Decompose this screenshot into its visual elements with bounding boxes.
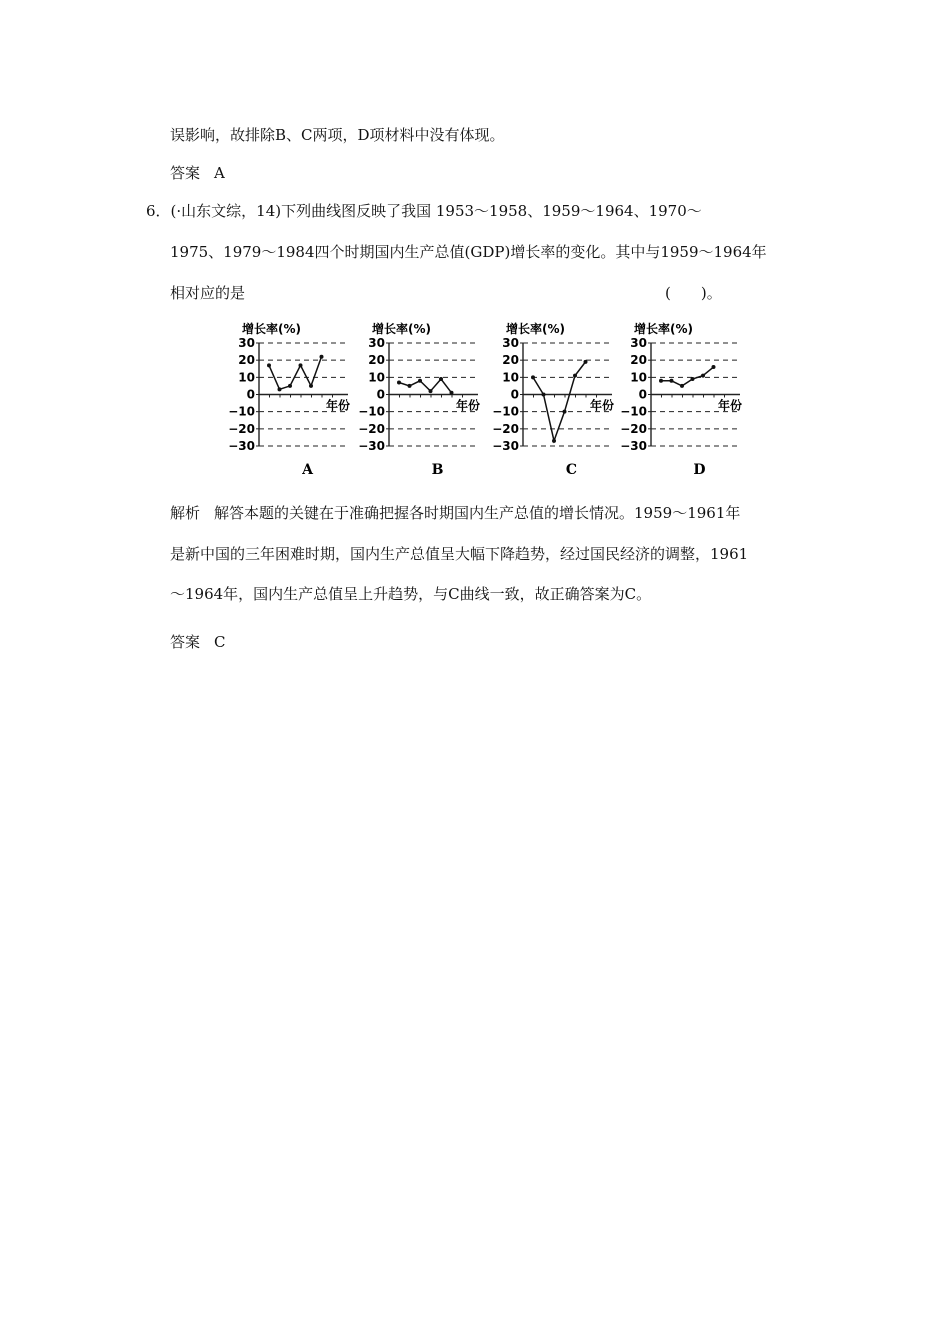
answer-2 [170, 631, 226, 653]
y-tick-label: −20 [492, 421, 519, 436]
answer-1-label: 答案 [170, 164, 201, 182]
y-tick-label: 0 [638, 387, 647, 402]
y-tick-label: 20 [502, 353, 519, 368]
data-point [320, 355, 324, 359]
data-point [450, 391, 454, 395]
data-point [563, 410, 567, 414]
series-line [661, 367, 714, 386]
analysis-label: 解析 [170, 504, 201, 522]
data-point [418, 379, 422, 383]
question-text-1: (·山东文综，14)下列曲线图反映了我国 1953～1958、1959～1964、1970～ [170, 202, 702, 220]
panel-label: C [565, 462, 578, 478]
data-point [552, 439, 556, 443]
y-tick-label: 20 [368, 353, 385, 368]
data-point [278, 387, 282, 391]
chart-d [620, 321, 742, 478]
y-tick-label: −30 [620, 439, 647, 453]
answer-2-label: 答案 [170, 633, 201, 651]
data-point [542, 393, 546, 397]
y-tick-label: 0 [376, 387, 385, 402]
y-tick-label: −20 [228, 421, 255, 436]
chart-b [358, 321, 480, 478]
data-point [309, 384, 313, 388]
y-tick-label: −10 [620, 404, 647, 419]
data-point [701, 374, 705, 378]
y-tick-label: 0 [510, 387, 519, 402]
y-tick-label: 20 [238, 353, 255, 368]
y-tick-label: −20 [358, 421, 385, 436]
data-point [584, 360, 588, 364]
y-tick-label: 10 [502, 370, 519, 385]
data-point [659, 379, 663, 383]
data-point [712, 365, 716, 369]
x-axis-label: 年份 [326, 398, 351, 413]
analysis-line-2: 是新中国的三年困难时期，国内生产总值呈大幅下降趋势，经过国民经济的调整，1961 [170, 545, 749, 563]
prev-explanation-end: 误影响，故排除B、C两项，D项材料中没有体现。 [170, 126, 505, 144]
y-tick-label: 10 [368, 370, 385, 385]
chart-a [228, 321, 350, 478]
data-point [680, 384, 684, 388]
panel-label: A [302, 462, 313, 478]
x-axis-label: 年份 [590, 398, 615, 413]
y-tick-label: −30 [228, 439, 255, 453]
y-tick-label: 30 [238, 336, 255, 350]
y-tick-label: −10 [492, 404, 519, 419]
chart-c [492, 321, 614, 478]
y-tick-label: −20 [620, 421, 647, 436]
y-tick-label: 10 [630, 370, 647, 385]
data-point [408, 384, 412, 388]
analysis-line-1 [170, 502, 740, 524]
data-point [299, 363, 303, 367]
data-point [288, 384, 292, 388]
question-6-line-1 [146, 200, 702, 222]
y-axis-label: 增长率(%) [372, 322, 431, 336]
x-axis-label: 年份 [718, 398, 742, 413]
data-point [439, 377, 443, 381]
series-line [399, 379, 452, 393]
analysis-line-3: ～1964年，国内生产总值呈上升趋势，与C曲线一致，故正确答案为C。 [170, 585, 652, 603]
question-6-line-3: 相对应的是 [170, 284, 246, 302]
data-point [670, 379, 674, 383]
panel-label: D [693, 462, 706, 478]
data-point [573, 374, 577, 378]
data-point [531, 375, 535, 379]
analysis-text-1: 解答本题的关键在于准确把握各时期国内生产总值的增长情况。1959～1961年 [214, 504, 741, 522]
x-axis-label: 年份 [456, 398, 481, 413]
y-tick-label: −30 [492, 439, 519, 453]
y-axis-label: 增长率(%) [634, 322, 693, 336]
y-tick-label: 10 [238, 370, 255, 385]
answer-blank: ( )。 [665, 284, 722, 302]
question-6-line-2: 1975、1979～1984四个时期国内生产总值(GDP)增长率的变化。其中与1959～1964年 [170, 243, 767, 261]
answer-1-value: A [214, 164, 225, 182]
y-tick-label: 0 [246, 387, 255, 402]
y-tick-label: 30 [630, 336, 647, 350]
y-tick-label: 30 [368, 336, 385, 350]
gdp-growth-charts [222, 318, 742, 480]
y-tick-label: 20 [630, 353, 647, 368]
answer-2-value: C [214, 633, 226, 651]
y-tick-label: −10 [358, 404, 385, 419]
panel-label: B [431, 462, 444, 478]
y-tick-label: −10 [228, 404, 255, 419]
y-axis-label: 增长率(%) [242, 322, 301, 336]
y-tick-label: 30 [502, 336, 519, 350]
answer-1 [170, 162, 225, 184]
y-tick-label: −30 [358, 439, 385, 453]
data-point [397, 380, 401, 384]
data-point [691, 377, 695, 381]
data-point [429, 389, 433, 393]
data-point [267, 363, 271, 367]
question-number: 6． [146, 202, 171, 220]
y-axis-label: 增长率(%) [506, 322, 565, 336]
series-line [269, 357, 322, 390]
